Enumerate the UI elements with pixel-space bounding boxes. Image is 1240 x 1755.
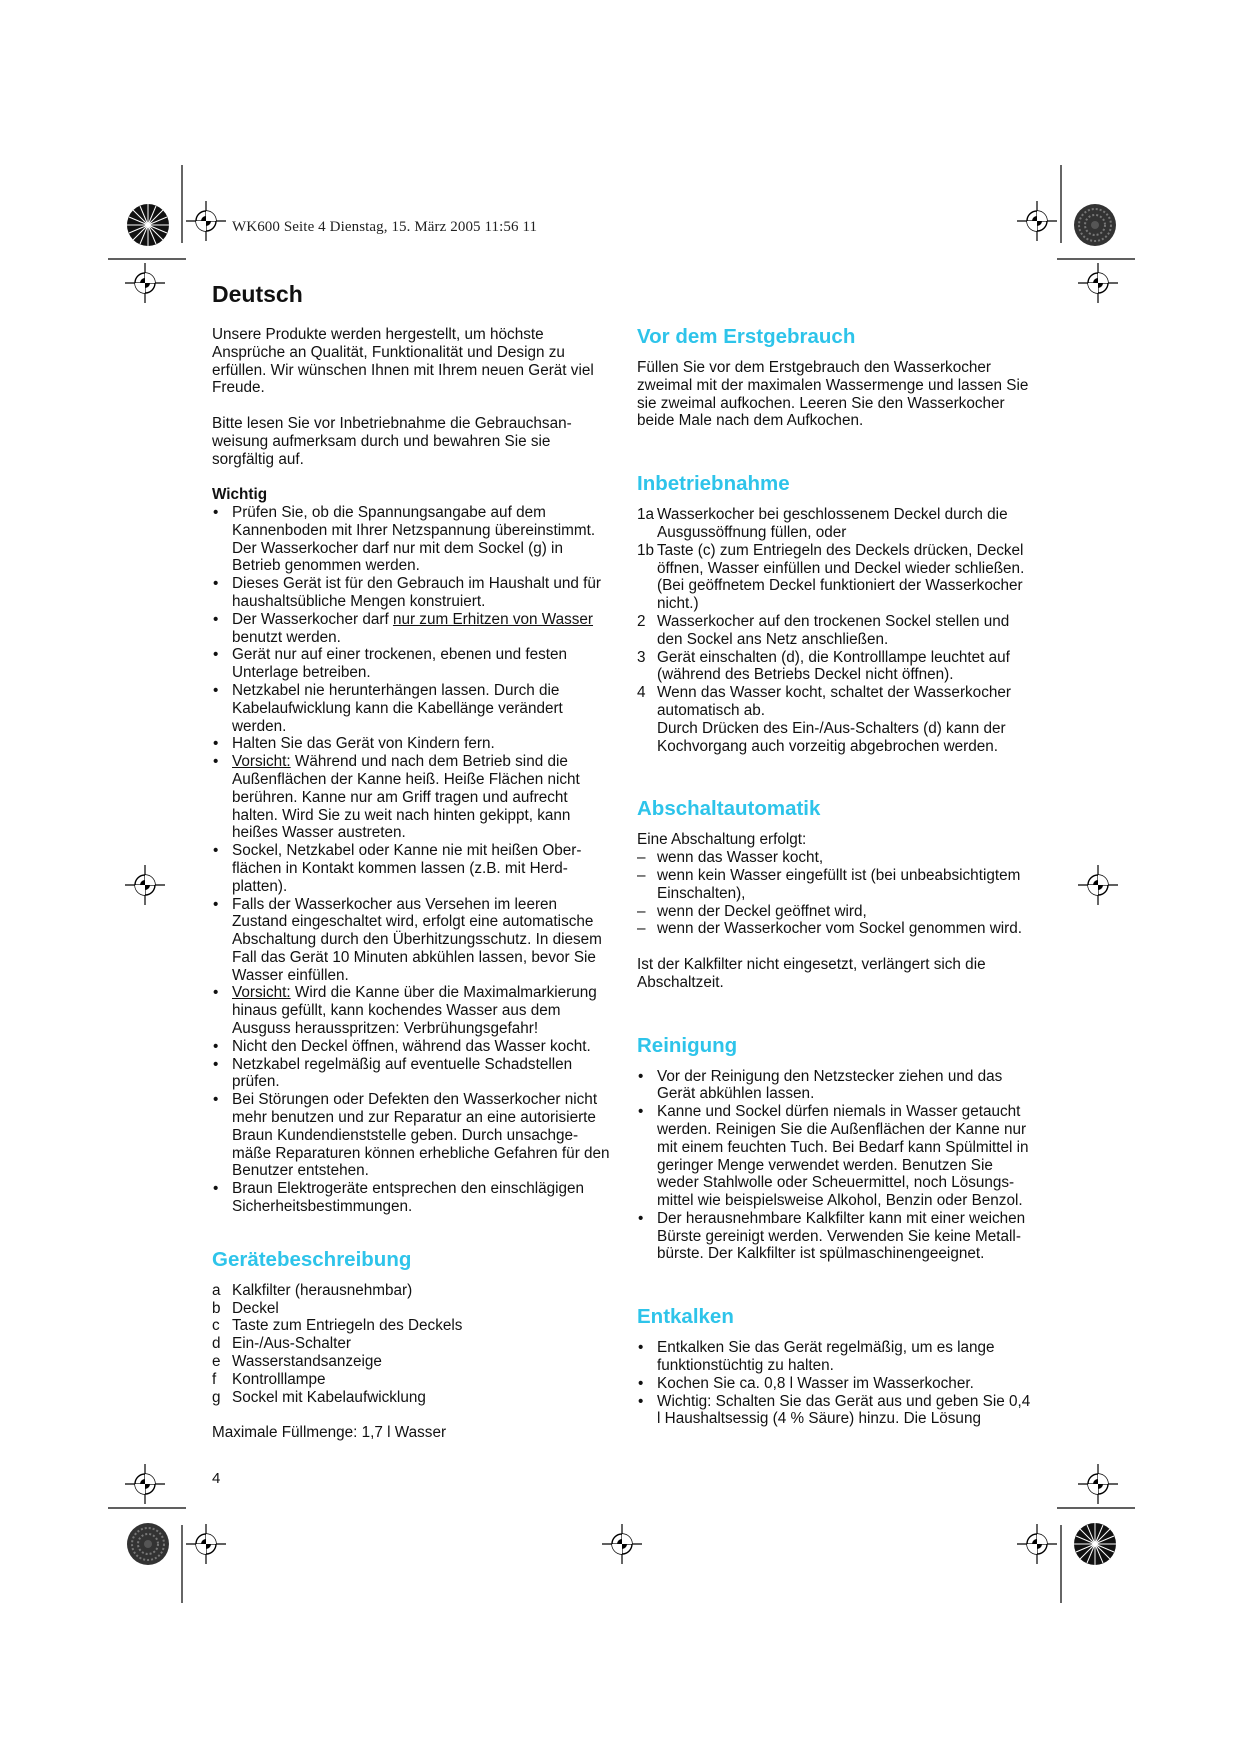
- list-item: 1a Wasserkocher bei geschlossenem Deckel durch die Ausgussöffnung füllen, oder: [637, 506, 1008, 541]
- intro-paragraph-2: Bitte lesen Sie vor Inbetriebnahme die Gebrauchsan-weisung aufmerksam durch und bewahren Sie sie sorgfältig auf.: [212, 414, 572, 468]
- print-slug: WK600 Seite 4 Dienstag, 15. März 2005 11:56 11: [232, 219, 538, 235]
- list-item: – wenn kein Wasser eingefüllt ist (bei unbeabsichtigtem Einschalten),: [637, 867, 1037, 903]
- page-number: 4: [212, 1470, 221, 1487]
- list-item: 2 Wasserkocher auf den trockenen Sockel stellen und den Sockel ans Netz anschließen.: [637, 612, 1010, 648]
- list-item: 4 Wenn das Wasser kocht, schaltet der Wasserkocher automatisch ab. Durch Drücken des Ein-/Aus-Schalters (d) kann der Kochvorgang auch vorzeitig abgebrochen werden.: [637, 684, 1011, 755]
- list-item: • Nicht den Deckel öffnen, während das Wasser kocht.: [212, 1038, 612, 1056]
- list-item: • Bei Störungen oder Defekten den Wasserkocher nicht mehr benutzen und zur Reparatur an eine autorisierte Braun Kundendienststelle geben. Durch unsachge-mäße Reparaturen können erhebliche Gefahren für den Benutzer entstehen.: [212, 1091, 612, 1180]
- abschalt-lead: Eine Abschaltung erfolgt:: [637, 831, 807, 849]
- list-item: • Falls der Wasserkocher aus Versehen im leeren Zustand eingeschaltet wird, erfolgt eine automatische Abschaltung durch den Überhitzungsschutz. In diesem Fall das Gerät 10 Minuten abkühlen lassen, bevor Sie Wasser einfüllen.: [212, 896, 612, 985]
- list-item: • Wichtig: Schalten Sie das Gerät aus und geben Sie 0,4 l Haushaltsessig (4 % Säure) hinzu. Die Lösung: [637, 1393, 1037, 1429]
- wichtig-list: [212, 504, 612, 1216]
- list-item: – wenn das Wasser kocht,: [637, 849, 1037, 867]
- list-item: • Netzkabel regelmäßig auf eventuelle Schadstellen prüfen.: [212, 1056, 612, 1092]
- entkalken-heading: Entkalken: [637, 1305, 734, 1329]
- right-column: [637, 325, 1037, 1428]
- left-column: [212, 326, 612, 1442]
- list-item: • Der herausnehmbare Kalkfilter kann mit einer weichen Bürste gereinigt werden. Verwenden Sie keine Metall-bürste. Der Kalkfilter ist spülmaschinengeeignet.: [637, 1210, 1037, 1263]
- abschalt-list: [637, 849, 1037, 938]
- parts-list: [212, 1282, 612, 1407]
- abschalt-note: Ist der Kalkfilter nicht eingesetzt, verlängert sich die Abschaltzeit.: [637, 955, 986, 991]
- reinigung-heading: Reinigung: [637, 1033, 738, 1057]
- intro-paragraph-1: Unsere Produkte werden hergestellt, um höchste Ansprüche an Qualität, Funktionalität und Design zu erfüllen. Wir wünschen Ihnen mit Ihrem neuen Gerät viel Freude.: [212, 326, 594, 397]
- list-item: d Ein-/Aus-Schalter: [212, 1335, 352, 1353]
- reinigung-list: [637, 1068, 1037, 1264]
- list-item: • Halten Sie das Gerät von Kindern fern.: [212, 735, 612, 753]
- list-item: b Deckel: [212, 1299, 279, 1317]
- list-item: • Vor der Reinigung den Netzstecker ziehen und das Gerät abkühlen lassen.: [637, 1068, 1037, 1104]
- geraetebeschreibung-heading: Gerätebeschreibung: [212, 1247, 412, 1271]
- list-item: a Kalkfilter (herausnehmbar): [212, 1281, 413, 1299]
- list-item: 3 Gerät einschalten (d), die Kontrolllampe leuchtet auf (während des Betriebs Deckel nicht öffnen).: [637, 648, 1010, 684]
- entkalken-list: [637, 1339, 1037, 1428]
- list-item: • Entkalken Sie das Gerät regelmäßig, um es lange funktionstüchtig zu halten.: [637, 1339, 1037, 1375]
- list-item: • Braun Elektrogeräte entsprechen den einschlägigen Sicherheitsbestimmungen.: [212, 1180, 612, 1216]
- list-item: • Netzkabel nie herunterhängen lassen. Durch die Kabelaufwicklung kann die Kabellänge verändert werden.: [212, 682, 612, 735]
- list-item: • Kochen Sie ca. 0,8 l Wasser im Wasserkocher.: [637, 1375, 1037, 1393]
- wichtig-heading: Wichtig: [212, 486, 268, 504]
- list-item: • Vorsicht: Wird die Kanne über die Maximalmarkierung hinaus gefüllt, kann kochendes Wasser aus dem Ausguss herausspritzen: Verbrühungsgefahr!: [212, 984, 612, 1037]
- list-item: 1b Taste (c) zum Entriegeln des Deckels drücken, Deckel öffnen, Wasser einfüllen und Deckel wieder schließen. (Bei geöffnetem Deckel funktioniert der Wasserkocher nicht.): [637, 541, 1025, 613]
- language-heading: Deutsch: [212, 281, 303, 307]
- max-fill-note: Maximale Füllmenge: 1,7 l Wasser: [212, 1424, 447, 1442]
- erstgebrauch-text: Füllen Sie vor dem Erstgebrauch den Wasserkocher zweimal mit der maximalen Wassermenge und lassen Sie sie zweimal aufkochen. Leeren Sie den Wasserkocher beide Male nach dem Aufkochen.: [637, 359, 1029, 430]
- list-item: e Wasserstandsanzeige: [212, 1353, 382, 1371]
- list-item: – wenn der Deckel geöffnet wird,: [637, 903, 1037, 921]
- list-item: – wenn der Wasserkocher vom Sockel genommen wird.: [637, 920, 1037, 938]
- list-item: c Taste zum Entriegeln des Deckels: [212, 1317, 463, 1335]
- list-item: • Sockel, Netzkabel oder Kanne nie mit heißen Ober-flächen in Kontakt kommen lassen (z.B. mit Herd-platten).: [212, 842, 612, 895]
- list-item: • Kanne und Sockel dürfen niemals in Wasser getaucht werden. Reinigen Sie die Außenflächen der Kanne nur mit einem feuchten Tuch. Bei Bedarf kann Spülmittel in geringer Menge verwendet werden. Benutzen Sie weder Stahlwolle oder Scheuermittel, noch Lösungs-mittel wie beispielsweise Alkohol, Benzin oder Benzol.: [637, 1103, 1037, 1210]
- list-item: • Prüfen Sie, ob die Spannungsangabe auf dem Kannenboden mit Ihrer Netzspannung übereinstimmt. Der Wasserkocher darf nur mit dem Sockel (g) in Betrieb genommen werden.: [212, 504, 612, 575]
- abschaltautomatik-heading: Abschaltautomatik: [637, 797, 821, 821]
- inbetriebnahme-steps: [637, 506, 1037, 755]
- erstgebrauch-heading: Vor dem Erstgebrauch: [637, 325, 856, 348]
- list-item: • Vorsicht: Während und nach dem Betrieb sind die Außenflächen der Kanne heiß. Heiße Flächen nicht berühren. Kanne nur am Griff tragen und aufrecht halten. Wird Sie zu weit nach hinten gekippt, kann heißes Wasser austreten.: [212, 753, 612, 842]
- inbetriebnahme-heading: Inbetriebnahme: [637, 472, 790, 496]
- list-item: f Kontrolllampe: [212, 1370, 326, 1388]
- list-item: • Der Wasserkocher darf nur zum Erhitzen von Wasser benutzt werden.: [212, 611, 612, 647]
- list-item: • Dieses Gerät ist für den Gebrauch im Haushalt und für haushaltsübliche Mengen konstruiert.: [212, 575, 612, 611]
- list-item: • Gerät nur auf einer trockenen, ebenen und festen Unterlage betreiben.: [212, 646, 612, 682]
- list-item: g Sockel mit Kabelaufwicklung: [212, 1388, 426, 1406]
